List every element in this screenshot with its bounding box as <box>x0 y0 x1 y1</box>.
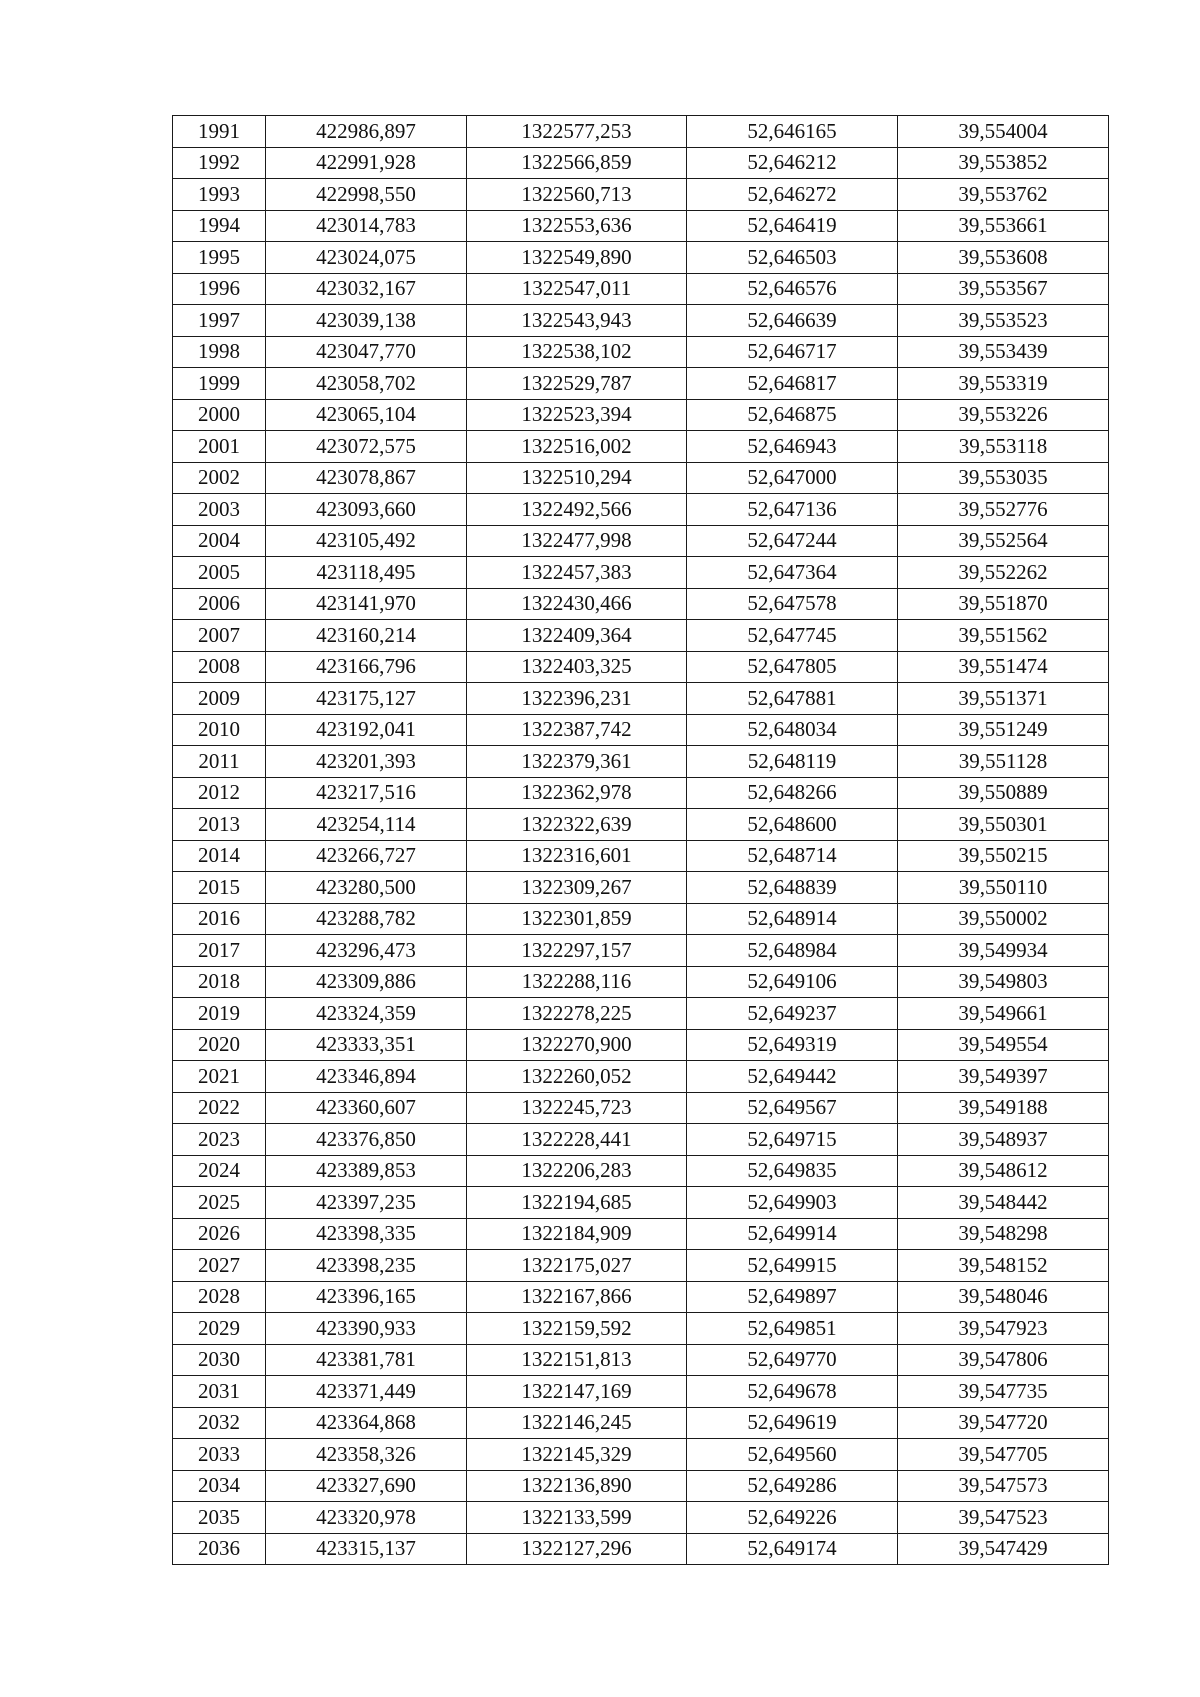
latitude-cell: 52,646875 <box>687 399 898 431</box>
y-coordinate-cell: 1322538,102 <box>467 336 687 368</box>
longitude-cell: 39,547573 <box>898 1470 1109 1502</box>
x-coordinate-cell: 423327,690 <box>266 1470 467 1502</box>
longitude-cell: 39,549934 <box>898 935 1109 967</box>
latitude-cell: 52,649567 <box>687 1092 898 1124</box>
latitude-cell: 52,646639 <box>687 305 898 337</box>
table-row <box>173 1313 1109 1345</box>
latitude-cell: 52,648034 <box>687 714 898 746</box>
x-coordinate-cell: 423280,500 <box>266 872 467 904</box>
point-number-cell: 1991 <box>173 116 266 148</box>
table-row <box>173 998 1109 1030</box>
x-coordinate-cell: 423072,575 <box>266 431 467 463</box>
y-coordinate-cell: 1322396,231 <box>467 683 687 715</box>
longitude-cell: 39,547720 <box>898 1407 1109 1439</box>
x-coordinate-cell: 423376,850 <box>266 1124 467 1156</box>
x-coordinate-cell: 423201,393 <box>266 746 467 778</box>
y-coordinate-cell: 1322136,890 <box>467 1470 687 1502</box>
x-coordinate-cell: 423118,495 <box>266 557 467 589</box>
x-coordinate-cell: 423192,041 <box>266 714 467 746</box>
point-number-cell: 2009 <box>173 683 266 715</box>
point-number-cell: 2012 <box>173 777 266 809</box>
point-number-cell: 2003 <box>173 494 266 526</box>
longitude-cell: 39,551474 <box>898 651 1109 683</box>
point-number-cell: 2010 <box>173 714 266 746</box>
latitude-cell: 52,649237 <box>687 998 898 1030</box>
point-number-cell: 1999 <box>173 368 266 400</box>
table-row <box>173 903 1109 935</box>
longitude-cell: 39,552262 <box>898 557 1109 589</box>
longitude-cell: 39,549397 <box>898 1061 1109 1093</box>
point-number-cell: 1998 <box>173 336 266 368</box>
longitude-cell: 39,547705 <box>898 1439 1109 1471</box>
latitude-cell: 52,646165 <box>687 116 898 148</box>
latitude-cell: 52,648984 <box>687 935 898 967</box>
latitude-cell: 52,649319 <box>687 1029 898 1061</box>
y-coordinate-cell: 1322245,723 <box>467 1092 687 1124</box>
x-coordinate-cell: 423333,351 <box>266 1029 467 1061</box>
latitude-cell: 52,646817 <box>687 368 898 400</box>
point-number-cell: 2035 <box>173 1502 266 1534</box>
longitude-cell: 39,553762 <box>898 179 1109 211</box>
x-coordinate-cell: 423315,137 <box>266 1533 467 1565</box>
point-number-cell: 1994 <box>173 210 266 242</box>
y-coordinate-cell: 1322147,169 <box>467 1376 687 1408</box>
table-body <box>173 116 1109 1565</box>
latitude-cell: 52,649915 <box>687 1250 898 1282</box>
x-coordinate-cell: 423254,114 <box>266 809 467 841</box>
x-coordinate-cell: 422991,928 <box>266 147 467 179</box>
x-coordinate-cell: 423364,868 <box>266 1407 467 1439</box>
x-coordinate-cell: 423105,492 <box>266 525 467 557</box>
x-coordinate-cell: 423320,978 <box>266 1502 467 1534</box>
latitude-cell: 52,646503 <box>687 242 898 274</box>
longitude-cell: 39,549661 <box>898 998 1109 1030</box>
latitude-cell: 52,649678 <box>687 1376 898 1408</box>
table-row <box>173 966 1109 998</box>
y-coordinate-cell: 1322430,466 <box>467 588 687 620</box>
table-row <box>173 431 1109 463</box>
table-row <box>173 1250 1109 1282</box>
y-coordinate-cell: 1322523,394 <box>467 399 687 431</box>
longitude-cell: 39,551249 <box>898 714 1109 746</box>
point-number-cell: 2036 <box>173 1533 266 1565</box>
table-row <box>173 336 1109 368</box>
point-number-cell: 2027 <box>173 1250 266 1282</box>
table-row <box>173 242 1109 274</box>
coordinates-table <box>172 115 1109 1565</box>
longitude-cell: 39,548046 <box>898 1281 1109 1313</box>
longitude-cell: 39,553567 <box>898 273 1109 305</box>
latitude-cell: 52,648600 <box>687 809 898 841</box>
x-coordinate-cell: 423390,933 <box>266 1313 467 1345</box>
x-coordinate-cell: 423032,167 <box>266 273 467 305</box>
latitude-cell: 52,648266 <box>687 777 898 809</box>
point-number-cell: 2002 <box>173 462 266 494</box>
longitude-cell: 39,553852 <box>898 147 1109 179</box>
y-coordinate-cell: 1322145,329 <box>467 1439 687 1471</box>
x-coordinate-cell: 423296,473 <box>266 935 467 967</box>
x-coordinate-cell: 423014,783 <box>266 210 467 242</box>
table-row <box>173 746 1109 778</box>
x-coordinate-cell: 423078,867 <box>266 462 467 494</box>
longitude-cell: 39,550110 <box>898 872 1109 904</box>
y-coordinate-cell: 1322301,859 <box>467 903 687 935</box>
longitude-cell: 39,550215 <box>898 840 1109 872</box>
table-row <box>173 1029 1109 1061</box>
longitude-cell: 39,553608 <box>898 242 1109 274</box>
point-number-cell: 2033 <box>173 1439 266 1471</box>
longitude-cell: 39,550002 <box>898 903 1109 935</box>
y-coordinate-cell: 1322146,245 <box>467 1407 687 1439</box>
y-coordinate-cell: 1322316,601 <box>467 840 687 872</box>
y-coordinate-cell: 1322151,813 <box>467 1344 687 1376</box>
latitude-cell: 52,649851 <box>687 1313 898 1345</box>
table-row <box>173 557 1109 589</box>
latitude-cell: 52,647881 <box>687 683 898 715</box>
point-number-cell: 2030 <box>173 1344 266 1376</box>
table-row <box>173 809 1109 841</box>
y-coordinate-cell: 1322309,267 <box>467 872 687 904</box>
latitude-cell: 52,648839 <box>687 872 898 904</box>
point-number-cell: 2015 <box>173 872 266 904</box>
x-coordinate-cell: 423141,970 <box>266 588 467 620</box>
longitude-cell: 39,553439 <box>898 336 1109 368</box>
x-coordinate-cell: 423396,165 <box>266 1281 467 1313</box>
y-coordinate-cell: 1322184,909 <box>467 1218 687 1250</box>
x-coordinate-cell: 423266,727 <box>266 840 467 872</box>
table-row <box>173 273 1109 305</box>
table-row <box>173 651 1109 683</box>
longitude-cell: 39,550889 <box>898 777 1109 809</box>
point-number-cell: 1993 <box>173 179 266 211</box>
latitude-cell: 52,649286 <box>687 1470 898 1502</box>
x-coordinate-cell: 423166,796 <box>266 651 467 683</box>
table-row <box>173 620 1109 652</box>
latitude-cell: 52,648714 <box>687 840 898 872</box>
point-number-cell: 2004 <box>173 525 266 557</box>
longitude-cell: 39,548152 <box>898 1250 1109 1282</box>
point-number-cell: 2008 <box>173 651 266 683</box>
x-coordinate-cell: 423346,894 <box>266 1061 467 1093</box>
y-coordinate-cell: 1322409,364 <box>467 620 687 652</box>
latitude-cell: 52,649226 <box>687 1502 898 1534</box>
latitude-cell: 52,647805 <box>687 651 898 683</box>
longitude-cell: 39,552776 <box>898 494 1109 526</box>
x-coordinate-cell: 423160,214 <box>266 620 467 652</box>
latitude-cell: 52,647244 <box>687 525 898 557</box>
longitude-cell: 39,554004 <box>898 116 1109 148</box>
longitude-cell: 39,549803 <box>898 966 1109 998</box>
latitude-cell: 52,646576 <box>687 273 898 305</box>
latitude-cell: 52,649174 <box>687 1533 898 1565</box>
y-coordinate-cell: 1322260,052 <box>467 1061 687 1093</box>
point-number-cell: 1992 <box>173 147 266 179</box>
longitude-cell: 39,551870 <box>898 588 1109 620</box>
table-row <box>173 1439 1109 1471</box>
table-row <box>173 179 1109 211</box>
point-number-cell: 2025 <box>173 1187 266 1219</box>
latitude-cell: 52,646419 <box>687 210 898 242</box>
latitude-cell: 52,649897 <box>687 1281 898 1313</box>
latitude-cell: 52,646717 <box>687 336 898 368</box>
table-row <box>173 777 1109 809</box>
table-row <box>173 116 1109 148</box>
point-number-cell: 1996 <box>173 273 266 305</box>
latitude-cell: 52,649914 <box>687 1218 898 1250</box>
y-coordinate-cell: 1322477,998 <box>467 525 687 557</box>
table-row <box>173 1470 1109 1502</box>
y-coordinate-cell: 1322127,296 <box>467 1533 687 1565</box>
table-row <box>173 1407 1109 1439</box>
y-coordinate-cell: 1322577,253 <box>467 116 687 148</box>
y-coordinate-cell: 1322492,566 <box>467 494 687 526</box>
y-coordinate-cell: 1322159,592 <box>467 1313 687 1345</box>
longitude-cell: 39,553661 <box>898 210 1109 242</box>
table-row <box>173 1344 1109 1376</box>
table-row <box>173 1502 1109 1534</box>
point-number-cell: 2019 <box>173 998 266 1030</box>
y-coordinate-cell: 1322133,599 <box>467 1502 687 1534</box>
table-row <box>173 525 1109 557</box>
point-number-cell: 2034 <box>173 1470 266 1502</box>
x-coordinate-cell: 423309,886 <box>266 966 467 998</box>
latitude-cell: 52,647000 <box>687 462 898 494</box>
y-coordinate-cell: 1322167,866 <box>467 1281 687 1313</box>
x-coordinate-cell: 423175,127 <box>266 683 467 715</box>
table-row <box>173 1155 1109 1187</box>
longitude-cell: 39,552564 <box>898 525 1109 557</box>
point-number-cell: 2022 <box>173 1092 266 1124</box>
table-row <box>173 399 1109 431</box>
latitude-cell: 52,649619 <box>687 1407 898 1439</box>
point-number-cell: 2000 <box>173 399 266 431</box>
x-coordinate-cell: 423288,782 <box>266 903 467 935</box>
point-number-cell: 2031 <box>173 1376 266 1408</box>
latitude-cell: 52,648119 <box>687 746 898 778</box>
longitude-cell: 39,547735 <box>898 1376 1109 1408</box>
y-coordinate-cell: 1322362,978 <box>467 777 687 809</box>
y-coordinate-cell: 1322387,742 <box>467 714 687 746</box>
x-coordinate-cell: 423093,660 <box>266 494 467 526</box>
longitude-cell: 39,549188 <box>898 1092 1109 1124</box>
y-coordinate-cell: 1322206,283 <box>467 1155 687 1187</box>
y-coordinate-cell: 1322270,900 <box>467 1029 687 1061</box>
y-coordinate-cell: 1322516,002 <box>467 431 687 463</box>
longitude-cell: 39,548298 <box>898 1218 1109 1250</box>
x-coordinate-cell: 422986,897 <box>266 116 467 148</box>
x-coordinate-cell: 423358,326 <box>266 1439 467 1471</box>
y-coordinate-cell: 1322553,636 <box>467 210 687 242</box>
latitude-cell: 52,649715 <box>687 1124 898 1156</box>
longitude-cell: 39,547429 <box>898 1533 1109 1565</box>
table-row <box>173 935 1109 967</box>
table-row <box>173 1533 1109 1565</box>
y-coordinate-cell: 1322529,787 <box>467 368 687 400</box>
x-coordinate-cell: 422998,550 <box>266 179 467 211</box>
x-coordinate-cell: 423381,781 <box>266 1344 467 1376</box>
table-row <box>173 1218 1109 1250</box>
y-coordinate-cell: 1322547,011 <box>467 273 687 305</box>
y-coordinate-cell: 1322549,890 <box>467 242 687 274</box>
x-coordinate-cell: 423398,335 <box>266 1218 467 1250</box>
y-coordinate-cell: 1322560,713 <box>467 179 687 211</box>
longitude-cell: 39,548937 <box>898 1124 1109 1156</box>
table-row <box>173 840 1109 872</box>
latitude-cell: 52,647364 <box>687 557 898 589</box>
point-number-cell: 2017 <box>173 935 266 967</box>
longitude-cell: 39,553035 <box>898 462 1109 494</box>
point-number-cell: 2011 <box>173 746 266 778</box>
latitude-cell: 52,646943 <box>687 431 898 463</box>
table-row <box>173 714 1109 746</box>
y-coordinate-cell: 1322322,639 <box>467 809 687 841</box>
longitude-cell: 39,548442 <box>898 1187 1109 1219</box>
point-number-cell: 2016 <box>173 903 266 935</box>
table-row <box>173 588 1109 620</box>
longitude-cell: 39,547806 <box>898 1344 1109 1376</box>
y-coordinate-cell: 1322566,859 <box>467 147 687 179</box>
longitude-cell: 39,550301 <box>898 809 1109 841</box>
point-number-cell: 1997 <box>173 305 266 337</box>
longitude-cell: 39,551562 <box>898 620 1109 652</box>
longitude-cell: 39,549554 <box>898 1029 1109 1061</box>
x-coordinate-cell: 423058,702 <box>266 368 467 400</box>
table-row <box>173 494 1109 526</box>
y-coordinate-cell: 1322543,943 <box>467 305 687 337</box>
point-number-cell: 2028 <box>173 1281 266 1313</box>
x-coordinate-cell: 423389,853 <box>266 1155 467 1187</box>
table-row <box>173 1092 1109 1124</box>
latitude-cell: 52,646272 <box>687 179 898 211</box>
x-coordinate-cell: 423217,516 <box>266 777 467 809</box>
x-coordinate-cell: 423397,235 <box>266 1187 467 1219</box>
point-number-cell: 2013 <box>173 809 266 841</box>
point-number-cell: 2018 <box>173 966 266 998</box>
x-coordinate-cell: 423065,104 <box>266 399 467 431</box>
point-number-cell: 2005 <box>173 557 266 589</box>
point-number-cell: 2001 <box>173 431 266 463</box>
longitude-cell: 39,553226 <box>898 399 1109 431</box>
latitude-cell: 52,649770 <box>687 1344 898 1376</box>
point-number-cell: 2021 <box>173 1061 266 1093</box>
table-row <box>173 210 1109 242</box>
longitude-cell: 39,553319 <box>898 368 1109 400</box>
point-number-cell: 2006 <box>173 588 266 620</box>
latitude-cell: 52,646212 <box>687 147 898 179</box>
latitude-cell: 52,649106 <box>687 966 898 998</box>
longitude-cell: 39,553118 <box>898 431 1109 463</box>
x-coordinate-cell: 423324,359 <box>266 998 467 1030</box>
latitude-cell: 52,647745 <box>687 620 898 652</box>
y-coordinate-cell: 1322379,361 <box>467 746 687 778</box>
table-row <box>173 1376 1109 1408</box>
table-row <box>173 1061 1109 1093</box>
latitude-cell: 52,649560 <box>687 1439 898 1471</box>
point-number-cell: 2023 <box>173 1124 266 1156</box>
table-row <box>173 1124 1109 1156</box>
table-row <box>173 1187 1109 1219</box>
x-coordinate-cell: 423039,138 <box>266 305 467 337</box>
point-number-cell: 2032 <box>173 1407 266 1439</box>
table-row <box>173 872 1109 904</box>
table-row <box>173 305 1109 337</box>
table-row <box>173 1281 1109 1313</box>
table-row <box>173 368 1109 400</box>
latitude-cell: 52,648914 <box>687 903 898 935</box>
point-number-cell: 2024 <box>173 1155 266 1187</box>
x-coordinate-cell: 423398,235 <box>266 1250 467 1282</box>
point-number-cell: 2020 <box>173 1029 266 1061</box>
longitude-cell: 39,551371 <box>898 683 1109 715</box>
x-coordinate-cell: 423024,075 <box>266 242 467 274</box>
y-coordinate-cell: 1322288,116 <box>467 966 687 998</box>
point-number-cell: 2029 <box>173 1313 266 1345</box>
longitude-cell: 39,551128 <box>898 746 1109 778</box>
latitude-cell: 52,649442 <box>687 1061 898 1093</box>
table-row <box>173 462 1109 494</box>
x-coordinate-cell: 423047,770 <box>266 336 467 368</box>
y-coordinate-cell: 1322403,325 <box>467 651 687 683</box>
longitude-cell: 39,547923 <box>898 1313 1109 1345</box>
table-row <box>173 683 1109 715</box>
longitude-cell: 39,547523 <box>898 1502 1109 1534</box>
y-coordinate-cell: 1322457,383 <box>467 557 687 589</box>
point-number-cell: 2007 <box>173 620 266 652</box>
y-coordinate-cell: 1322297,157 <box>467 935 687 967</box>
x-coordinate-cell: 423360,607 <box>266 1092 467 1124</box>
latitude-cell: 52,647136 <box>687 494 898 526</box>
latitude-cell: 52,649903 <box>687 1187 898 1219</box>
y-coordinate-cell: 1322175,027 <box>467 1250 687 1282</box>
latitude-cell: 52,649835 <box>687 1155 898 1187</box>
point-number-cell: 1995 <box>173 242 266 274</box>
y-coordinate-cell: 1322194,685 <box>467 1187 687 1219</box>
y-coordinate-cell: 1322510,294 <box>467 462 687 494</box>
y-coordinate-cell: 1322228,441 <box>467 1124 687 1156</box>
y-coordinate-cell: 1322278,225 <box>467 998 687 1030</box>
point-number-cell: 2026 <box>173 1218 266 1250</box>
point-number-cell: 2014 <box>173 840 266 872</box>
latitude-cell: 52,647578 <box>687 588 898 620</box>
longitude-cell: 39,553523 <box>898 305 1109 337</box>
table-row <box>173 147 1109 179</box>
longitude-cell: 39,548612 <box>898 1155 1109 1187</box>
x-coordinate-cell: 423371,449 <box>266 1376 467 1408</box>
